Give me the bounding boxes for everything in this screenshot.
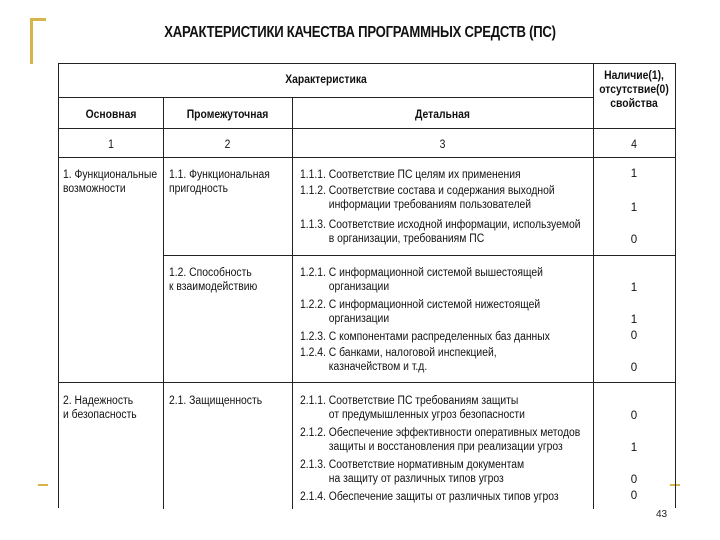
detail-item [300, 298, 540, 326]
detail-item [300, 458, 524, 486]
intermediate-characteristic [169, 266, 257, 294]
header-detailed: Детальная [415, 109, 470, 121]
header-presence-line: Наличие(1), [604, 70, 664, 82]
detail-item [300, 168, 521, 182]
detail-line: 2.1.4. Обеспечение защиты от различных типов угроз [300, 491, 559, 503]
detail-line: 1.2.2. С информационной системой нижестоящей [300, 299, 541, 311]
presence-value: 0 [630, 234, 638, 246]
detail-item [300, 490, 559, 504]
page-number: 43 [656, 509, 668, 520]
col-divider-1 [163, 97, 164, 509]
col-divider-3 [593, 64, 594, 509]
col-number: 4 [631, 139, 637, 151]
detail-line: на защиту от различных типов угроз [328, 473, 504, 485]
rule-header-split [59, 97, 593, 98]
detail-item [300, 346, 497, 374]
intermediate-line: 1.1. Функциональная [169, 169, 270, 181]
detail-line: 1.1.1. Соответствие ПС целям их применения [300, 169, 521, 181]
intermediate-line: 2.1. Защищенность [169, 395, 263, 407]
detail-item [300, 184, 555, 212]
main-line: 1. Функциональные [63, 169, 158, 181]
detail-line: защиты и восстановления при реализации угроз [328, 441, 563, 453]
detail-line: 1.2.3. С компонентами распределенных баз данных [300, 331, 550, 343]
rule-block-1-2 [163, 255, 675, 256]
detail-line: организации [328, 313, 390, 325]
detail-line: 2.1.3. Соответствие нормативным документам [300, 459, 525, 471]
main-line: и безопасность [63, 409, 137, 421]
presence-value: 1 [630, 202, 638, 214]
col-number: 3 [439, 139, 446, 151]
presence-value: 0 [630, 330, 638, 342]
detail-line: 1.2.4. С банками, налоговой инспекцией, [300, 347, 497, 359]
detail-item [300, 218, 580, 246]
presence-value: 1 [630, 282, 638, 294]
presence-value: 0 [630, 410, 638, 422]
col-divider-2 [292, 97, 293, 509]
header-presence [597, 69, 671, 111]
presence-value: 0 [630, 362, 638, 374]
header-intermediate: Промежуточная [186, 109, 269, 121]
detail-line: казначейством и т.д. [328, 361, 428, 373]
header-main: Основная [85, 109, 137, 121]
presence-value: 1 [630, 168, 638, 180]
header-characteristic: Характеристика [285, 74, 367, 86]
detail-line: от предумышленных угроз безопасности [328, 409, 525, 421]
intermediate-line: к взаимодействию [169, 281, 258, 293]
detail-line: 2.1.2. Обеспечение эффективности оперативных методов [300, 427, 581, 439]
rule-group-1-2 [59, 382, 675, 383]
col-number: 2 [224, 139, 231, 151]
page-title: ХАРАКТЕРИСТИКИ КАЧЕСТВА ПРОГРАММНЫХ СРЕДСТВ (ПС) [164, 24, 556, 41]
detail-line: 1.2.1. С информационной системой вышестоящей [300, 267, 543, 279]
detail-item [300, 394, 525, 422]
main-characteristic [63, 168, 157, 196]
presence-value: 0 [630, 474, 638, 486]
detail-line: 2.1.1. Соответствие ПС требованиям защиты [300, 395, 519, 407]
rule-header-bottom [59, 128, 675, 129]
presence-value: 1 [630, 442, 638, 454]
corner-decoration [30, 18, 46, 64]
detail-line: организации [328, 281, 390, 293]
presence-value: 0 [630, 490, 638, 502]
detail-item [300, 330, 550, 344]
detail-item [300, 266, 543, 294]
intermediate-line: 1.2. Способность [169, 267, 252, 279]
main-characteristic [63, 394, 137, 422]
col-number: 1 [108, 139, 114, 151]
main-line: возможности [63, 183, 126, 195]
quality-table [58, 63, 676, 508]
detail-line: 1.1.2. Соответствие состава и содержания выходной [300, 185, 555, 197]
detail-item [300, 426, 580, 454]
intermediate-characteristic [169, 394, 262, 408]
header-presence-line: отсутствие(0) [599, 84, 669, 96]
intermediate-line: пригодность [169, 183, 229, 195]
intermediate-characteristic [169, 168, 270, 196]
header-presence-line: свойства [610, 98, 658, 110]
main-line: 2. Надежность [63, 395, 134, 407]
detail-line: в организации, требованиям ПС [328, 233, 485, 245]
bottom-left-decoration [38, 484, 48, 486]
presence-value: 1 [630, 314, 638, 326]
detail-line: 1.1.3. Соответствие исходной информации, используемой [300, 219, 581, 231]
rule-colnums-bottom [59, 157, 675, 158]
detail-line: информации требованиям пользователей [328, 199, 532, 211]
